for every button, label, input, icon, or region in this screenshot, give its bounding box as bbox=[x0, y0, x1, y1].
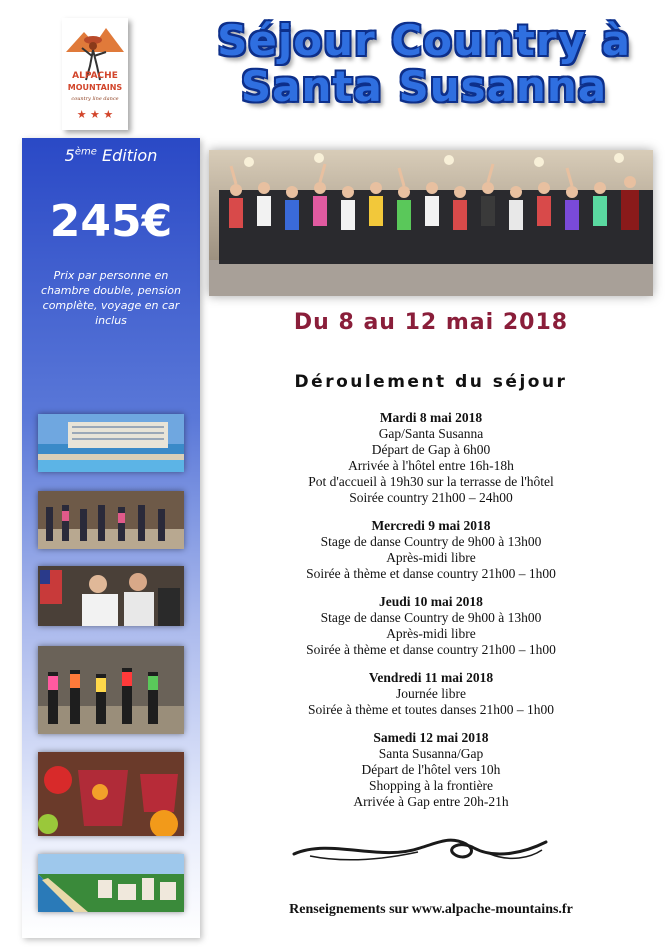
day-line: Soirée à thème et toutes danses 21h00 – 1h00 bbox=[308, 702, 554, 717]
day-line: Gap/Santa Susanna bbox=[378, 426, 484, 441]
event-dates: Du 8 au 12 mai 2018 bbox=[293, 310, 569, 335]
edition-suffix: ème bbox=[74, 146, 97, 158]
day-line: Départ de Gap à 6h00 bbox=[371, 442, 491, 457]
day-title: Vendredi 11 mai 2018 bbox=[368, 670, 494, 685]
day-line: Après-midi libre bbox=[386, 550, 476, 565]
day-line: Journée libre bbox=[395, 686, 467, 701]
edition-word: Edition bbox=[101, 146, 158, 165]
day-block bbox=[209, 410, 653, 506]
day-block bbox=[209, 594, 653, 658]
info-website: Renseignements sur www.alpache-mountains.fr bbox=[289, 902, 573, 917]
day-title: Jeudi 10 mai 2018 bbox=[379, 594, 483, 609]
day-title: Samedi 12 mai 2018 bbox=[373, 730, 489, 745]
hotel-pool-photo bbox=[38, 414, 184, 472]
day-title: Mardi 8 mai 2018 bbox=[379, 410, 483, 425]
day-block bbox=[209, 730, 653, 810]
day-title: Mercredi 9 mai 2018 bbox=[371, 518, 491, 533]
day-line: Soirée à thème et danse country 21h00 – 1h00 bbox=[306, 566, 556, 581]
alpache-mountains-logo bbox=[62, 18, 128, 130]
line-dance-photo bbox=[38, 491, 184, 549]
day-line: Shopping à la frontière bbox=[368, 778, 494, 793]
group-photo bbox=[209, 150, 653, 296]
title-line-1: Séjour Country à bbox=[217, 16, 631, 65]
title-line-2: Santa Susanna bbox=[240, 62, 608, 111]
dance-group-photo bbox=[38, 646, 184, 734]
logo-tagline: country line dance bbox=[71, 96, 119, 102]
day-line: Stage de danse Country de 9h00 à 13h00 bbox=[320, 534, 542, 549]
day-line: Arrivée à Gap entre 20h-21h bbox=[353, 794, 509, 809]
logo-line2: MOUNTAINS bbox=[67, 83, 123, 92]
day-line: Départ de l'hôtel vers 10h bbox=[361, 762, 501, 777]
sangria-photo bbox=[38, 752, 184, 836]
flourish-divider-icon bbox=[290, 832, 550, 872]
program-title: Déroulement du séjour bbox=[294, 372, 568, 392]
price-note: Prix par personne en chambre double, pension complète, voyage en car inclus bbox=[41, 269, 181, 327]
beach-town-photo bbox=[38, 854, 184, 912]
day-line: Pot d'accueil à 19h30 sur la terrasse de l'hôtel bbox=[308, 474, 554, 489]
price: 245€ bbox=[49, 196, 173, 247]
day-block bbox=[209, 670, 653, 718]
edition-label bbox=[22, 146, 200, 165]
day-line: Soirée country 21h00 – 24h00 bbox=[349, 490, 513, 505]
edition-number: 5 bbox=[64, 146, 75, 165]
program bbox=[209, 410, 653, 822]
page-title bbox=[196, 18, 652, 110]
day-line: Après-midi libre bbox=[386, 626, 476, 641]
costume-party-photo bbox=[38, 566, 184, 626]
logo-line1: ALPACHE bbox=[72, 71, 118, 81]
day-block bbox=[209, 518, 653, 582]
logo-stars-icon: ★ ★ ★ bbox=[76, 108, 114, 121]
day-line: Arrivée à l'hôtel entre 16h-18h bbox=[348, 458, 514, 473]
day-line: Soirée à thème et danse country 21h00 – 1h00 bbox=[306, 642, 556, 657]
day-line: Stage de danse Country de 9h00 à 13h00 bbox=[320, 610, 542, 625]
day-line: Santa Susanna/Gap bbox=[378, 746, 484, 761]
